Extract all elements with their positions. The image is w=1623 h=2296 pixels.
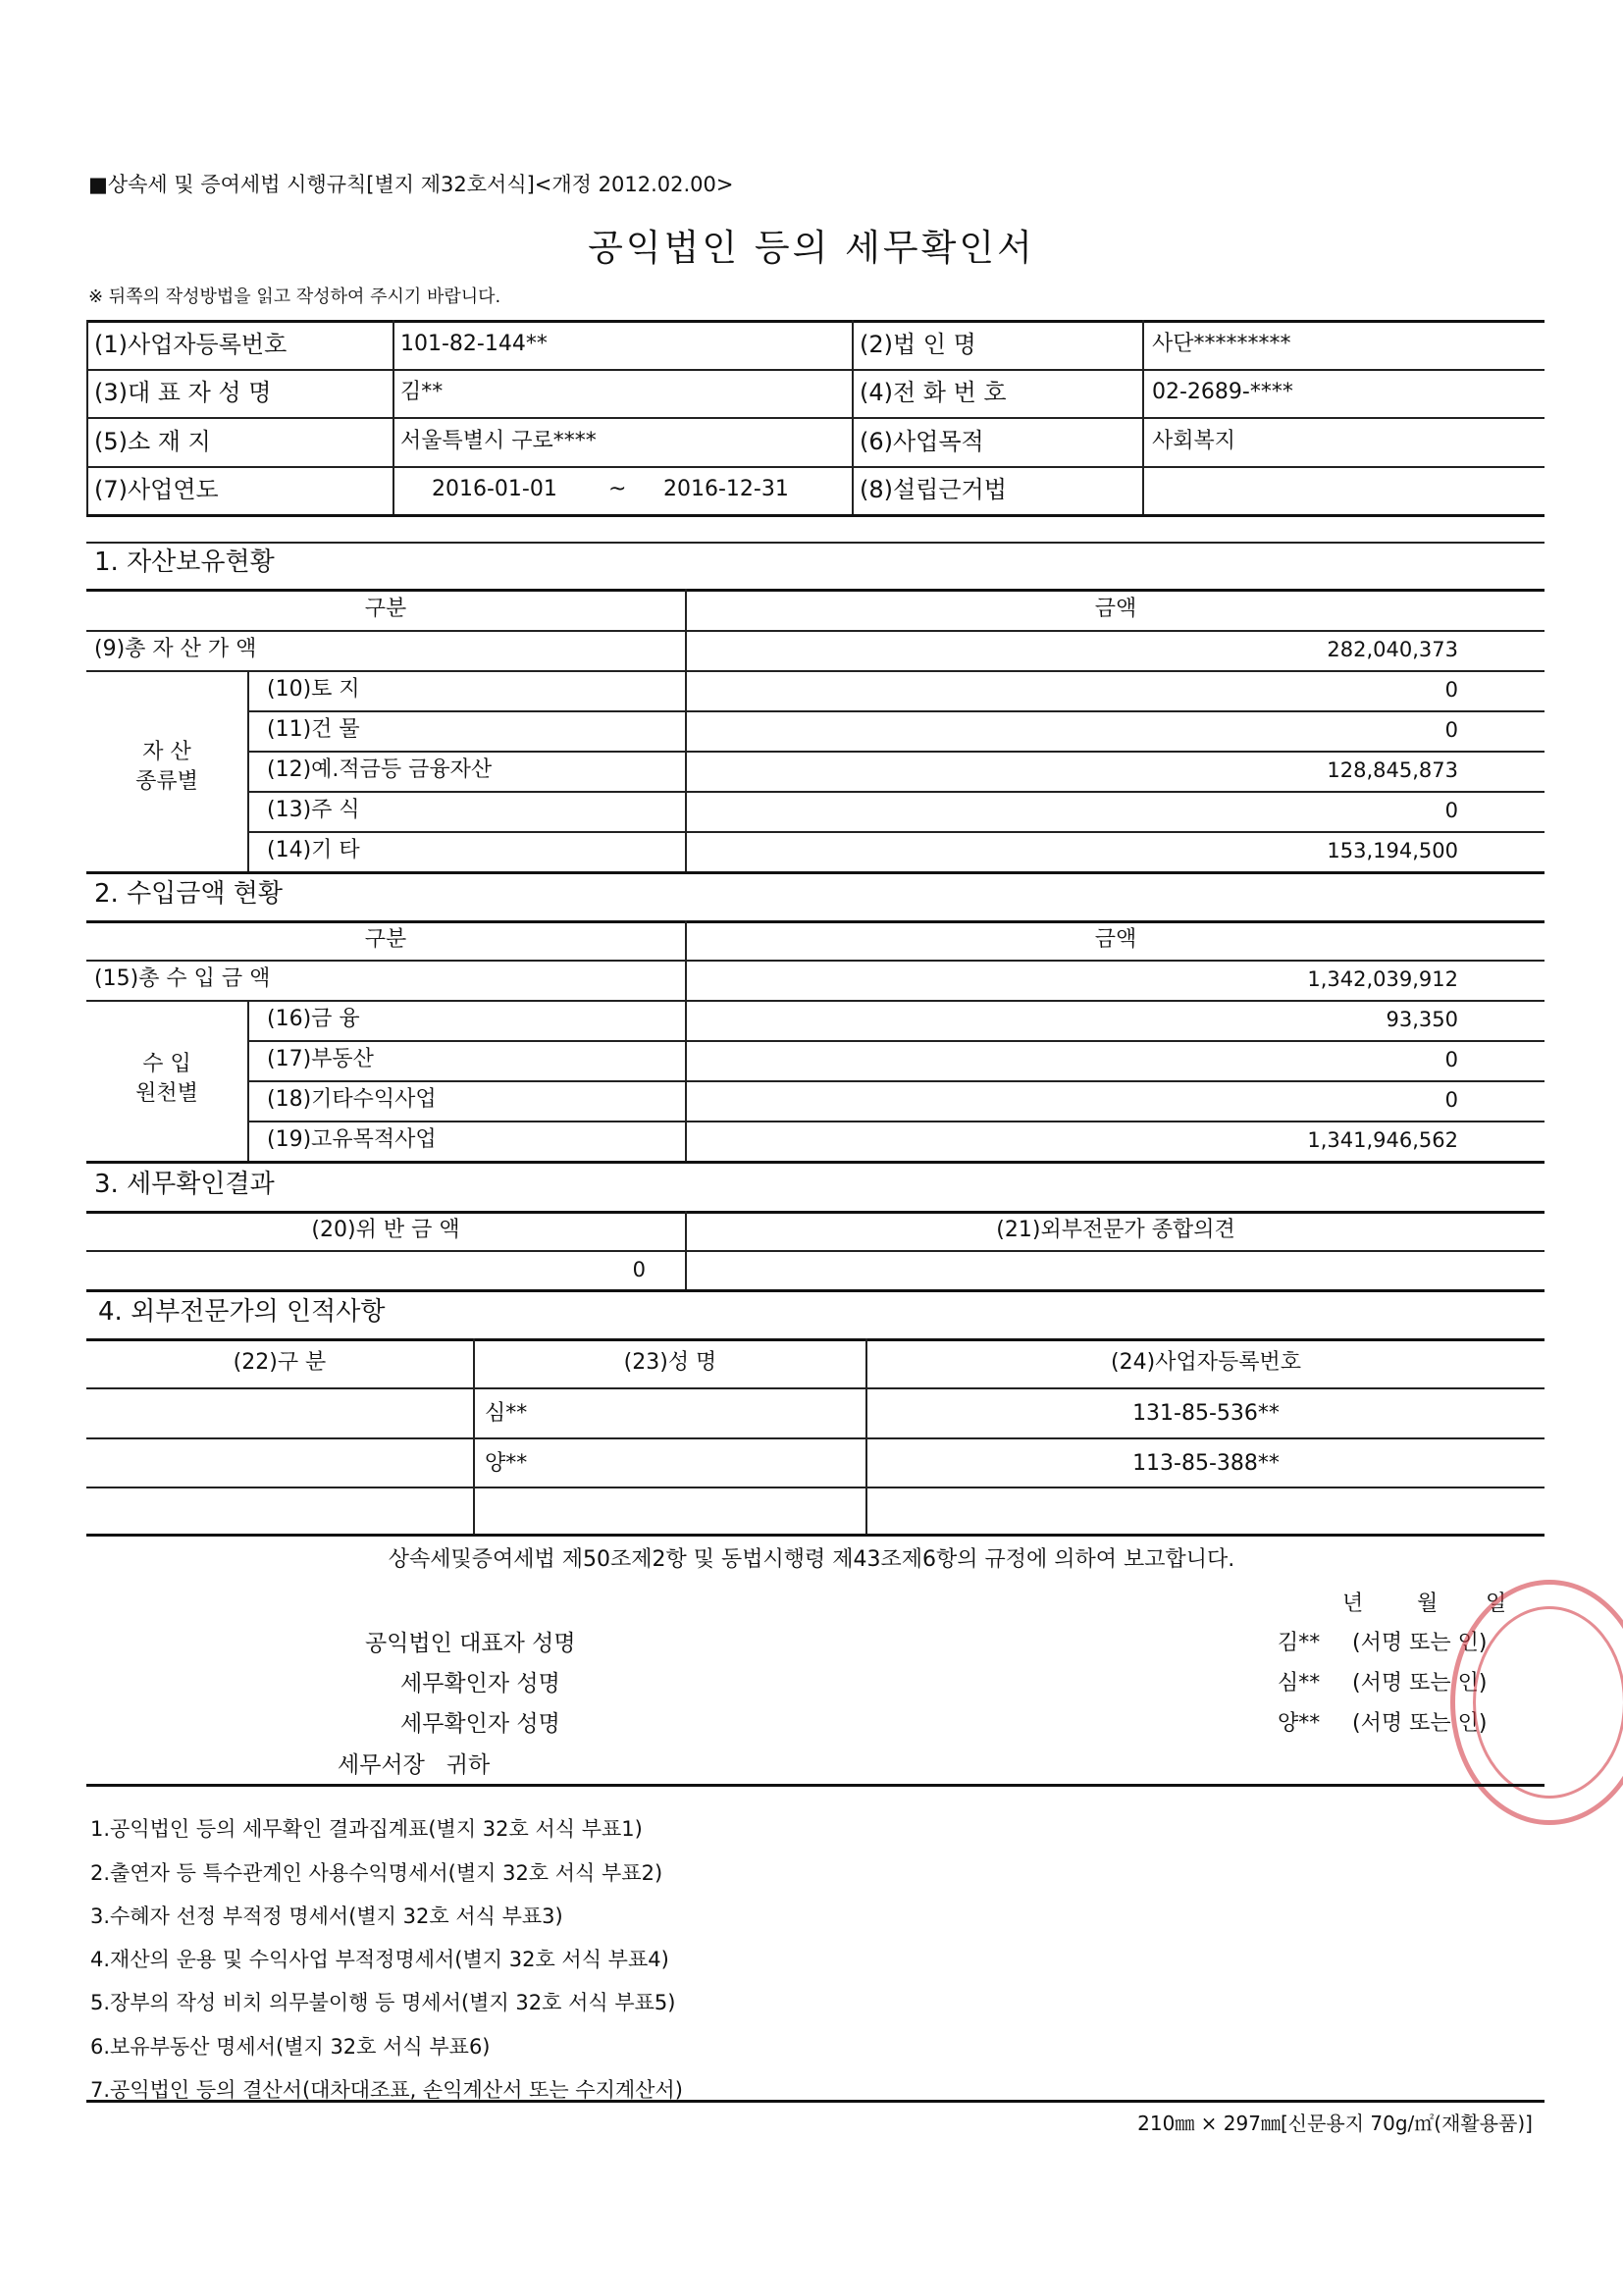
attachment-item: 3.수혜자 선정 부적정 명세서(별지 32호 서식 부표3) <box>90 1905 563 1928</box>
instruction-note: ※ 뒤쪽의 작성방법을 읽고 작성하여 주시기 바랍니다. <box>88 287 501 307</box>
expert-name: 심** <box>485 1401 528 1426</box>
assets-group-label-1: 자 산 <box>142 740 191 764</box>
income-col-category: 구분 <box>364 927 407 952</box>
assets-group-label-2: 종류별 <box>135 769 198 794</box>
asset-row-label: (10)토 지 <box>267 677 360 702</box>
signer-name: 양** <box>1278 1711 1321 1736</box>
expert-biz-no: 131-85-536** <box>1132 1401 1280 1426</box>
page-title: 공익법인 등의 세무확인서 <box>588 227 1035 269</box>
purpose-label: (6)사업목적 <box>860 428 984 455</box>
asset-row-value: 128,845,873 <box>1327 758 1458 782</box>
year-end: 2016-12-31 <box>663 477 789 501</box>
income-row-value: 0 <box>1444 1048 1458 1071</box>
income-group-label-1: 수 입 <box>142 1052 191 1076</box>
violation-label: (20)위 반 금 액 <box>311 1218 460 1242</box>
asset-row-label: (14)기 타 <box>267 838 360 862</box>
date-month: 월 <box>1417 1592 1439 1616</box>
year-label: (7)사업연도 <box>94 476 219 503</box>
basis-label: (8)설립근거법 <box>860 476 1007 503</box>
biz-no-value: 101-82-144** <box>400 332 548 356</box>
opinion-label: (21)외부전문가 종합의견 <box>996 1218 1235 1242</box>
rep-label: (3)대 표 자 성 명 <box>94 379 272 406</box>
assets-col-amount: 금액 <box>1094 597 1137 621</box>
asset-row-value: 0 <box>1444 678 1458 702</box>
signer-sign-note: (서명 또는 인) <box>1352 1711 1488 1736</box>
year-start: 2016-01-01 <box>432 477 557 501</box>
attachment-item: 4.재산의 운용 및 수익사업 부적정명세서(별지 32호 서식 부표4) <box>90 1948 669 1971</box>
income-row-value: 93,350 <box>1386 1008 1458 1031</box>
year-separator: ~ <box>608 477 627 501</box>
experts-section-title: 4. 외부전문가의 인적사항 <box>98 1297 386 1327</box>
income-row-value: 1,341,946,562 <box>1307 1128 1458 1152</box>
income-total-label: (15)총 수 입 금 액 <box>94 966 271 991</box>
signer-sign-note: (서명 또는 인) <box>1352 1631 1488 1655</box>
signer-role: 공익법인 대표자 성명 <box>365 1631 576 1656</box>
purpose-value: 사회복지 <box>1152 429 1236 453</box>
location-value: 서울특별시 구로**** <box>400 429 597 453</box>
income-row-label: (18)기타수익사업 <box>267 1087 437 1112</box>
corp-name-label: (2)법 인 명 <box>860 331 976 358</box>
signer-role: 세무확인자 성명 <box>400 1671 560 1696</box>
income-row-value: 0 <box>1444 1088 1458 1112</box>
official-seal-stamp <box>1450 1580 1623 1825</box>
date-day: 일 <box>1486 1592 1507 1616</box>
assets-total-label: (9)총 자 산 가 액 <box>94 637 257 661</box>
income-section-title: 2. 수입금액 현황 <box>94 879 284 909</box>
date-year: 년 <box>1342 1592 1364 1616</box>
asset-row-value: 0 <box>1444 718 1458 742</box>
expert-name: 양** <box>485 1451 528 1476</box>
attachment-item: 1.공익법인 등의 세무확인 결과집계표(별지 32호 서식 부표1) <box>90 1817 643 1841</box>
income-row-label: (19)고유목적사업 <box>267 1127 437 1152</box>
form-code: ■상속세 및 증여세법 시행규칙[별지 제32호서식]<개정 2012.02.00> <box>88 173 734 196</box>
phone-label: (4)전 화 번 호 <box>860 379 1007 406</box>
corp-name-value: 사단********* <box>1152 332 1291 356</box>
location-label: (5)소 재 지 <box>94 428 211 455</box>
experts-col-name: (23)성 명 <box>623 1350 717 1375</box>
income-row-label: (17)부동산 <box>267 1047 374 1071</box>
addressee: 세무서장 귀하 <box>338 1752 491 1778</box>
asset-row-label: (13)주 식 <box>267 798 360 822</box>
attachment-item: 2.출연자 등 특수관계인 사용수익명세서(별지 32호 서식 부표2) <box>90 1861 663 1885</box>
signer-name: 김** <box>1278 1631 1321 1655</box>
experts-col-category: (22)구 분 <box>233 1350 327 1375</box>
attachment-item: 7.공익법인 등의 결산서(대차대조표, 손익계산서 또는 수지계산서) <box>90 2078 683 2102</box>
asset-row-label: (11)건 물 <box>267 717 360 742</box>
declaration-text: 상속세및증여세법 제50조제2항 및 동법시행령 제43조제6항의 규정에 의하여 보고합니다. <box>388 1547 1235 1572</box>
signer-sign-note: (서명 또는 인) <box>1352 1671 1488 1696</box>
violation-value: 0 <box>632 1258 646 1281</box>
signer-name: 심** <box>1278 1671 1321 1696</box>
expert-biz-no: 113-85-388** <box>1132 1451 1280 1476</box>
attachment-item: 6.보유부동산 명세서(별지 32호 서식 부표6) <box>90 2035 491 2059</box>
rep-value: 김** <box>400 380 444 404</box>
result-section-title: 3. 세무확인결과 <box>94 1170 275 1199</box>
assets-section-title: 1. 자산보유현황 <box>94 548 275 577</box>
experts-col-biz-no: (24)사업자등록번호 <box>1111 1350 1301 1375</box>
assets-col-category: 구분 <box>364 597 407 621</box>
attachment-item: 5.장부의 작성 비치 의무불이행 등 명세서(별지 32호 서식 부표5) <box>90 1991 676 2014</box>
asset-row-value: 0 <box>1444 799 1458 822</box>
income-group-label-2: 원천별 <box>135 1081 198 1106</box>
paper-spec: 210㎜ × 297㎜[신문용지 70g/㎡(재활용품)] <box>1137 2112 1533 2135</box>
phone-value: 02-2689-**** <box>1152 380 1293 404</box>
income-row-label: (16)금 융 <box>267 1007 360 1031</box>
assets-total-value: 282,040,373 <box>1327 638 1458 661</box>
asset-row-label: (12)예.적금등 금융자산 <box>267 757 493 782</box>
income-col-amount: 금액 <box>1094 927 1137 952</box>
signer-role: 세무확인자 성명 <box>400 1711 560 1737</box>
biz-no-label: (1)사업자등록번호 <box>94 331 288 358</box>
asset-row-value: 153,194,500 <box>1327 839 1458 862</box>
income-total-value: 1,342,039,912 <box>1307 967 1458 991</box>
